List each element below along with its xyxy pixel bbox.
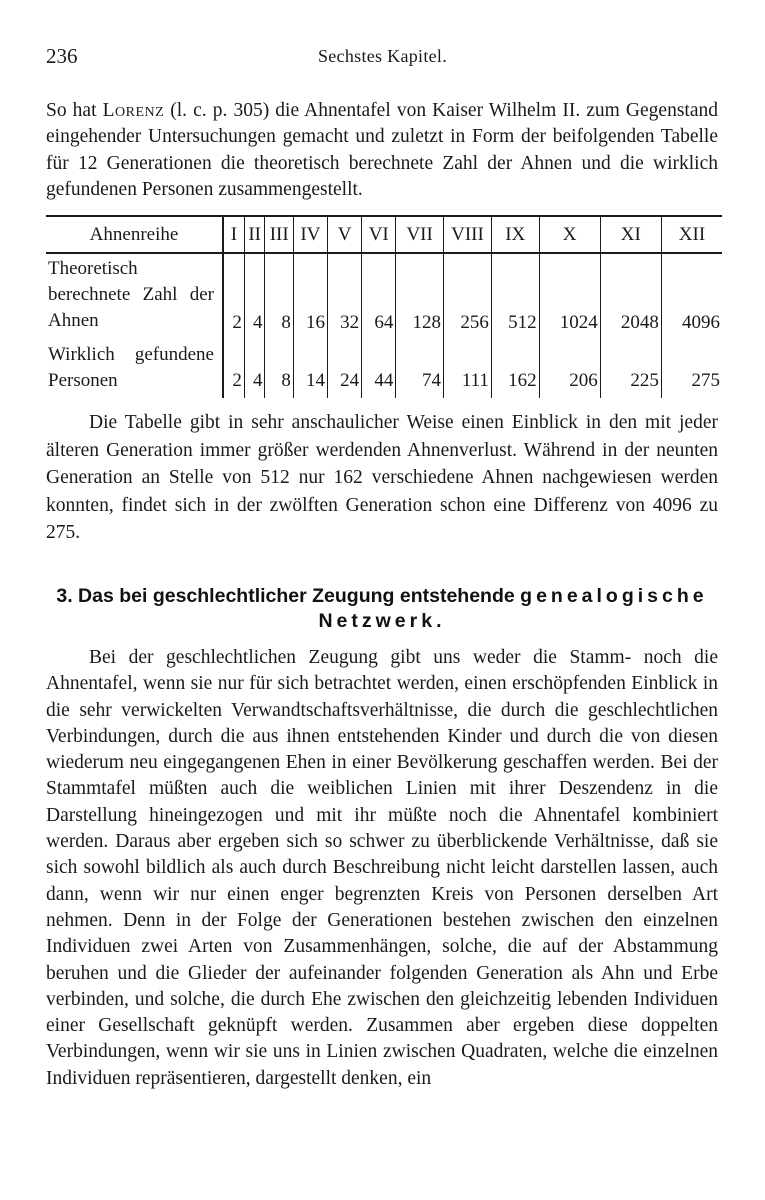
generation-header: XII: [661, 216, 722, 253]
author-name: Lorenz: [102, 100, 165, 121]
table-cell: 14: [293, 340, 327, 398]
table-cell: 512: [491, 253, 539, 340]
table-cell: 275: [661, 340, 722, 398]
intro-paragraph: [46, 98, 718, 204]
section-heading-main: 3. Das bei geschlechtlicher Zeugung entstehende: [56, 585, 515, 607]
table-header-row: [46, 216, 722, 253]
generation-header: IV: [293, 216, 327, 253]
table-cell: 2: [223, 253, 244, 340]
table-cell: 8: [265, 340, 293, 398]
section-heading-spaced-word: genealogische: [520, 585, 708, 607]
table-row-found: [46, 340, 722, 398]
section-heading: [46, 584, 718, 634]
generation-header: VII: [396, 216, 444, 253]
generation-header: VIII: [443, 216, 491, 253]
row-label-theoretical: Theoretisch berechnete Zahl der Ahnen: [48, 258, 214, 331]
generation-header: III: [265, 216, 293, 253]
table-cell: 256: [443, 253, 491, 340]
row-label-found: Wirklich gefundene Personen: [48, 344, 214, 391]
body-paragraph: Bei der geschlechtlichen Zeugung gibt uns weder die Stamm- noch die Ahnentafel, wenn sie nur für sich betrachtet werden, einen erschöpfenden Einblick in die sehr verwickelten Verwandtschaftsverhältnisse, die durch die geschlechtlichen Verbindungen, durch die aus ihnen entstehenden Kinder und durch die von diesen wiederum neu eingegangenen Ehen in einer Bevölkerung geschaffen werden. Bei der Stammtafel müßten auch die weiblichen Linien mit ihrer Deszendenz in die Darstellung hineingezogen und mit ihr müßte noch die Ahnentafel kombiniert werden. Daraus aber ergeben sich so schwer zu überblickende Verhältnisse, daß sie sich sowohl bildlich als auch durch Beschreibung nicht leicht darstellen lassen, auch dann, wenn wir nur einen enger begrenzten Kreis von Personen derselben Art nehmen. Denn in der Folge der Generationen bestehen zwischen den einzelnen Individuen zwei Arten von Zusammenhängen, solche, die auf der Abstammung beruhen und die Glieder der aufeinander folgenden Generation als Ahn und Erbe verbinden, und solche, die durch Ehe zwischen den gleichzeitig lebenden Individuen einer Gesellschaft geknüpft werden. Zusammen aber ergeben diese doppelten Verbindungen, wenn wir sie uns in Linien zwischen Quadraten, welche die einzelnen Individuen repräsentieren, dargestellt denken, ein: [46, 647, 718, 1089]
page-header: [46, 44, 719, 70]
table-cell: 8: [265, 253, 293, 340]
table-cell: 4096: [661, 253, 722, 340]
table-cell: 128: [396, 253, 444, 340]
generation-header: X: [539, 216, 600, 253]
generation-header: I: [223, 216, 244, 253]
table-cell: 24: [328, 340, 362, 398]
generation-header: V: [328, 216, 362, 253]
generation-header: XI: [600, 216, 661, 253]
table-cell: 4: [244, 253, 265, 340]
table-row-theoretical: [46, 253, 722, 340]
table-cell: 74: [396, 340, 444, 398]
table-header-label: Ahnenreihe: [46, 216, 223, 253]
ancestor-table: [46, 215, 722, 398]
intro-text-rest: (l. c. p. 305) die Ahnentafel von Kaiser Wilhelm II. zum Gegenstand eingehender Untersuchungen gemacht und zuletzt in Form der beifolgenden Tabelle für 12 Generationen die theoretisch berechnete Zahl der Ahnen und die wirklich gefundenen Personen zusammengestellt.: [46, 100, 718, 201]
generation-header: II: [244, 216, 265, 253]
table-cell: 44: [362, 340, 396, 398]
table-cell: 64: [362, 253, 396, 340]
table-cell: 225: [600, 340, 661, 398]
table-commentary-paragraph: Die Tabelle gibt in sehr anschaulicher Weise einen Einblick in den mit jeder älteren Generation immer größer werdenden Ahnenverlust. Während in der neunten Generation an Stelle von 512 nur 162 verschiedene Ahnen nachgewiesen werden konnten, findet sich in der zwölften Generation schon eine Differenz von 4096 zu 275.: [46, 412, 718, 543]
table-cell: 2: [223, 340, 244, 398]
running-head: Sechstes Kapitel.: [317, 46, 448, 66]
intro-text-start: So hat: [46, 100, 103, 121]
table-cell: 162: [491, 340, 539, 398]
table-cell: 16: [293, 253, 327, 340]
table-cell: 111: [443, 340, 491, 398]
page-number: 236: [46, 44, 78, 68]
generation-header: IX: [491, 216, 539, 253]
section-heading-spaced-word: Netzwerk.: [318, 610, 446, 632]
generation-header: VI: [362, 216, 396, 253]
table-cell: 32: [328, 253, 362, 340]
table-cell: 1024: [539, 253, 600, 340]
table-cell: 4: [244, 340, 265, 398]
table-cell: 2048: [600, 253, 661, 340]
table-cell: 206: [539, 340, 600, 398]
